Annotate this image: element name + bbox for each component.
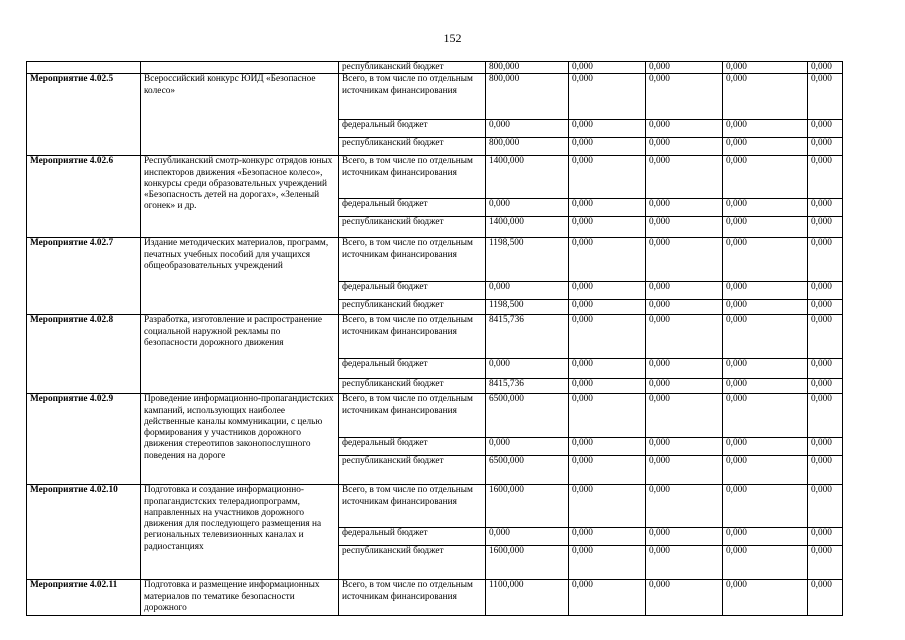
value-cell: 0,000: [569, 315, 646, 359]
funding-source: Всего, в том числе по отдельным источникам финансирования: [339, 394, 486, 438]
value-cell: 1400,000: [486, 156, 569, 199]
value-cell: 0,000: [486, 359, 569, 379]
value-cell: 1400,000: [486, 217, 569, 238]
value-cell: 800,000: [486, 74, 569, 120]
value-cell: 8415,736: [486, 315, 569, 359]
measure-name: Разработка, изготовление и распространение социальной наружной рекламы по безопасности дорожного движения: [141, 315, 339, 394]
value-cell: 0,000: [723, 217, 808, 238]
value-cell: 0,000: [723, 456, 808, 485]
value-cell: 0,000: [723, 379, 808, 394]
value-cell: 0,000: [569, 580, 646, 616]
funding-source: республиканский бюджет: [339, 217, 486, 238]
name-cell: [141, 62, 339, 74]
value-cell: 0,000: [723, 485, 808, 528]
value-cell: 0,000: [486, 528, 569, 546]
value-cell: 0,000: [808, 238, 843, 282]
funding-source: республиканский бюджет: [339, 138, 486, 156]
value-cell: 0,000: [569, 379, 646, 394]
value-cell: 0,000: [486, 438, 569, 456]
value-cell: 0,000: [486, 282, 569, 300]
funding-source: Всего, в том числе по отдельным источникам финансирования: [339, 156, 486, 199]
funding-source: Всего, в том числе по отдельным источникам финансирования: [339, 315, 486, 359]
value-cell: 0,000: [808, 300, 843, 315]
value-cell: 0,000: [569, 456, 646, 485]
measure-name: Издание методических материалов, программ, печатных учебных пособий для учащихся общеобразовательных учреждений: [141, 238, 339, 315]
measure-name: Всероссийский конкурс ЮИД «Безопасное колесо»: [141, 74, 339, 156]
funding-source: Всего, в том числе по отдельным источникам финансирования: [339, 74, 486, 120]
funding-source: федеральный бюджет: [339, 528, 486, 546]
source-cell: республиканский бюджет: [339, 62, 486, 74]
table-row: [27, 485, 843, 528]
value-cell: 0,000: [569, 282, 646, 300]
funding-source: федеральный бюджет: [339, 120, 486, 138]
value-cell: 0,000: [808, 546, 843, 580]
value-cell: 0,000: [569, 217, 646, 238]
value-cell: 0,000: [808, 485, 843, 528]
measure-name: Республиканский смотр-конкурс отрядов юных инспекторов движения «Безопасное колесо», конкурсы среди образовательных учреждений «Безопасность детей на дорогах», «Зеленый огонек» и др.: [141, 156, 339, 238]
value-cell: 800,000: [486, 138, 569, 156]
table-row: [27, 156, 843, 199]
value-cell: 0,000: [646, 120, 723, 138]
value-cell: 0,000: [569, 199, 646, 217]
value-cell: 0,000: [646, 199, 723, 217]
value-cell: 0,000: [723, 238, 808, 282]
value-cell: 0,000: [486, 120, 569, 138]
value-cell: 1198,500: [486, 238, 569, 282]
code-cell: [27, 62, 141, 74]
value-cell: 0,000: [569, 485, 646, 528]
measure-code: Мероприятие 4.02.5: [27, 74, 141, 156]
value-cell: 0,000: [723, 528, 808, 546]
value-cell: 0,000: [646, 394, 723, 438]
value-cell: 0,000: [723, 315, 808, 359]
value-cell: 0,000: [646, 282, 723, 300]
value-cell: 0,000: [486, 199, 569, 217]
funding-source: республиканский бюджет: [339, 379, 486, 394]
value-cell: 0,000: [808, 438, 843, 456]
value-cell: 0,000: [808, 282, 843, 300]
value-cell: 0,000: [723, 359, 808, 379]
value-cell: 0,000: [808, 394, 843, 438]
value-cell: 8415,736: [486, 379, 569, 394]
value-cell: 0,000: [646, 456, 723, 485]
value-cell: 0,000: [646, 138, 723, 156]
value-cell: 0,000: [646, 62, 723, 74]
table-row: [27, 580, 843, 616]
value-cell: 6500,000: [486, 394, 569, 438]
value-cell: 0,000: [723, 394, 808, 438]
value-cell: 0,000: [723, 62, 808, 74]
value-cell: 0,000: [723, 120, 808, 138]
value-cell: 0,000: [723, 438, 808, 456]
value-cell: 0,000: [569, 138, 646, 156]
value-cell: 0,000: [569, 156, 646, 199]
value-cell: 0,000: [646, 238, 723, 282]
page-number: 152: [443, 31, 462, 45]
measure-name: Проведение информационно-пропагандистских кампаний, использующих наиболее действенные каналы коммуникации, с целью формирования у участников дорожного движения стереотипов законопослушного поведения на дороге: [141, 394, 339, 485]
value-cell: 0,000: [646, 74, 723, 120]
value-cell: 0,000: [569, 62, 646, 74]
measure-name: Подготовка и размещение информационных материалов по тематике безопасности дорожного: [141, 580, 339, 616]
budget-table: [26, 61, 843, 616]
measure-name: Подготовка и создание информационно-пропагандистских телерадиопрограмм, направленных на участников дорожного движения для последующего размещения на региональных телевизионных каналах и радиостанциях: [141, 485, 339, 580]
value-cell: 0,000: [646, 438, 723, 456]
table-row: [27, 238, 843, 282]
value-cell: 0,000: [646, 546, 723, 580]
value-cell: 0,000: [723, 199, 808, 217]
funding-source: Всего, в том числе по отдельным источникам финансирования: [339, 485, 486, 528]
value-cell: 0,000: [808, 528, 843, 546]
measure-code: Мероприятие 4.02.11: [27, 580, 141, 616]
value-cell: 0,000: [646, 156, 723, 199]
value-cell: 0,000: [569, 120, 646, 138]
value-cell: 0,000: [569, 359, 646, 379]
value-cell: 0,000: [569, 74, 646, 120]
measure-code: Мероприятие 4.02.6: [27, 156, 141, 238]
value-cell: 0,000: [808, 74, 843, 120]
value-cell: 1600,000: [486, 485, 569, 528]
table-row: [27, 74, 843, 120]
funding-source: республиканский бюджет: [339, 546, 486, 580]
measure-code: Мероприятие 4.02.9: [27, 394, 141, 485]
funding-source: федеральный бюджет: [339, 438, 486, 456]
value-cell: 0,000: [646, 528, 723, 546]
value-cell: 0,000: [723, 300, 808, 315]
value-cell: 0,000: [808, 120, 843, 138]
value-cell: 0,000: [723, 580, 808, 616]
value-cell: 1100,000: [486, 580, 569, 616]
funding-source: федеральный бюджет: [339, 359, 486, 379]
funding-source: федеральный бюджет: [339, 282, 486, 300]
measure-code: Мероприятие 4.02.10: [27, 485, 141, 580]
value-cell: 0,000: [569, 238, 646, 282]
value-cell: 0,000: [723, 156, 808, 199]
value-cell: 0,000: [808, 359, 843, 379]
funding-source: федеральный бюджет: [339, 199, 486, 217]
value-cell: 0,000: [569, 300, 646, 315]
value-cell: 6500,000: [486, 456, 569, 485]
value-cell: 0,000: [646, 580, 723, 616]
table-row: [27, 394, 843, 438]
value-cell: 0,000: [569, 394, 646, 438]
value-cell: 0,000: [723, 546, 808, 580]
value-cell: 0,000: [646, 315, 723, 359]
value-cell: 1198,500: [486, 300, 569, 315]
funding-source: Всего, в том числе по отдельным источникам финансирования: [339, 580, 486, 616]
value-cell: 0,000: [808, 580, 843, 616]
funding-source: республиканский бюджет: [339, 300, 486, 315]
measure-code: Мероприятие 4.02.8: [27, 315, 141, 394]
funding-source: республиканский бюджет: [339, 456, 486, 485]
value-cell: 0,000: [808, 138, 843, 156]
value-cell: 0,000: [646, 217, 723, 238]
funding-source: Всего, в том числе по отдельным источникам финансирования: [339, 238, 486, 282]
value-cell: 0,000: [723, 74, 808, 120]
value-cell: 0,000: [646, 485, 723, 528]
value-cell: 0,000: [808, 315, 843, 359]
value-cell: 0,000: [808, 217, 843, 238]
measure-code: Мероприятие 4.02.7: [27, 238, 141, 315]
value-cell: 0,000: [808, 456, 843, 485]
value-cell: 0,000: [808, 199, 843, 217]
value-cell: 0,000: [723, 138, 808, 156]
value-cell: 0,000: [646, 379, 723, 394]
table-row: [27, 315, 843, 359]
value-cell: 0,000: [569, 528, 646, 546]
value-cell: 0,000: [569, 438, 646, 456]
value-cell: 1600,000: [486, 546, 569, 580]
table-row: [27, 62, 843, 74]
value-cell: 0,000: [808, 379, 843, 394]
value-cell: 0,000: [646, 359, 723, 379]
value-cell: 0,000: [723, 282, 808, 300]
value-cell: 0,000: [808, 62, 843, 74]
value-cell: 800,000: [486, 62, 569, 74]
value-cell: 0,000: [569, 546, 646, 580]
value-cell: 0,000: [808, 156, 843, 199]
value-cell: 0,000: [646, 300, 723, 315]
